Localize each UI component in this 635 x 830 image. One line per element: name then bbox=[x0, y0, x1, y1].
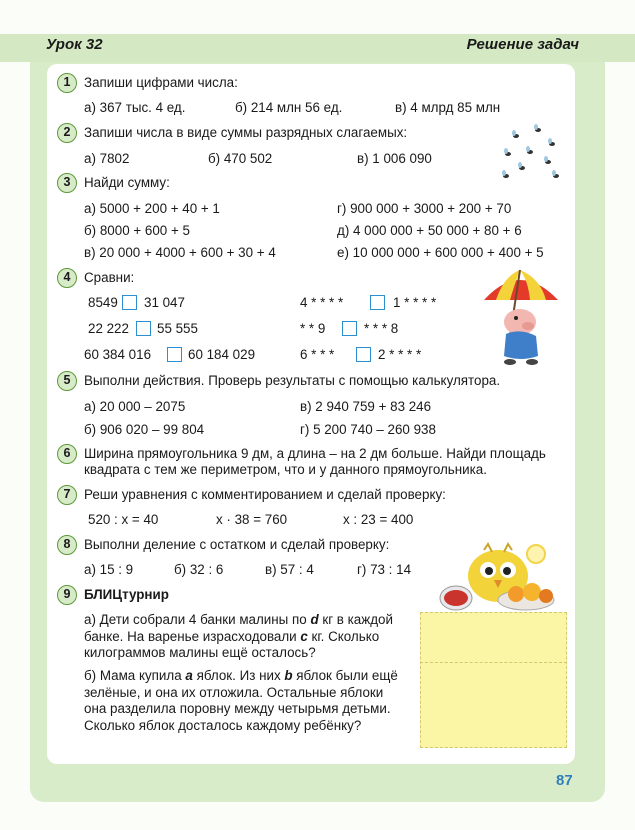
task-1-item: в) 4 млрд 85 млн bbox=[395, 100, 501, 115]
task-5-item: в) 2 940 759 + 83 246 bbox=[300, 399, 432, 414]
task-9-a: а) Дети собрали 4 банки малины по d кг в каждой банке. На варенье израсходовали c кг. Сколько килограммов малины ещё осталось? bbox=[84, 612, 393, 660]
task-number: 4 bbox=[57, 268, 77, 288]
compare-box[interactable] bbox=[167, 347, 182, 362]
task-7-title: Реши уравнения с комментированием и сделай проверку: bbox=[84, 487, 446, 502]
owl-with-fruit-illustration bbox=[436, 542, 566, 612]
task-number: 7 bbox=[57, 485, 77, 505]
compare-left-value: 22 222 bbox=[88, 321, 129, 336]
answer-divider bbox=[420, 662, 567, 663]
compare-left-value: 4 * * * * bbox=[300, 295, 344, 310]
task-2-item: в) 1 006 090 bbox=[357, 151, 432, 166]
task-3-item: е) 10 000 000 + 600 000 + 400 + 5 bbox=[337, 245, 544, 260]
task-number: 8 bbox=[57, 535, 77, 555]
task-2-item: б) 470 502 bbox=[208, 151, 273, 166]
task-3-item: д) 4 000 000 + 50 000 + 80 + 6 bbox=[337, 223, 522, 238]
compare-box[interactable] bbox=[342, 321, 357, 336]
compare-right-value: 1 * * * * bbox=[393, 295, 437, 310]
insects-illustration bbox=[496, 122, 566, 184]
topic-title: Решение задач bbox=[466, 36, 579, 53]
task-5-item: а) 20 000 – 2075 bbox=[84, 399, 186, 414]
equation: x · 38 = 760 bbox=[216, 512, 288, 527]
compare-box[interactable] bbox=[136, 321, 151, 336]
task-4-title: Сравни: bbox=[84, 270, 135, 285]
task-9-title: БЛИЦтурнир bbox=[84, 587, 169, 602]
compare-left-value: 8549 bbox=[88, 295, 118, 310]
task-number: 6 bbox=[57, 444, 77, 464]
lesson-title: Урок 32 bbox=[46, 36, 103, 53]
task-5-item: б) 906 020 – 99 804 bbox=[84, 422, 205, 437]
task-9-b: б) Мама купила a яблок. Из них b яблок были ещё зелёные, и она их отложила. Остальные яблоки она разделила поровну между четырьмя детьми. Сколько яблок досталось каждому ребёнку? bbox=[84, 668, 398, 733]
compare-box[interactable] bbox=[122, 295, 137, 310]
page-number: 87 bbox=[556, 772, 573, 789]
task-3-title: Найди сумму: bbox=[84, 175, 170, 190]
answer-area[interactable] bbox=[420, 612, 567, 748]
task-number: 1 bbox=[57, 73, 77, 93]
task-number: 5 bbox=[57, 371, 77, 391]
compare-right-value: 31 047 bbox=[144, 295, 185, 310]
task-6-line2: квадрата с тем же периметром, что и у данного прямоугольника. bbox=[84, 462, 487, 477]
compare-left-value: 6 * * * bbox=[300, 347, 335, 362]
task-1-item: а) 367 тыс. 4 ед. bbox=[84, 100, 186, 115]
task-3-item: а) 5000 + 200 + 40 + 1 bbox=[84, 201, 220, 216]
pig-with-umbrella-illustration bbox=[480, 266, 562, 368]
task-8-item: а) 15 : 9 bbox=[84, 562, 134, 577]
task-3-item: б) 8000 + 600 + 5 bbox=[84, 223, 190, 238]
compare-left-value: 60 384 016 bbox=[84, 347, 152, 362]
compare-right-value: 55 555 bbox=[157, 321, 198, 336]
compare-right-value: 2 * * * * bbox=[378, 347, 422, 362]
equation: 520 : x = 40 bbox=[88, 512, 159, 527]
task-3-item: в) 20 000 + 4000 + 600 + 30 + 4 bbox=[84, 245, 276, 260]
compare-right-value: 60 184 029 bbox=[188, 347, 256, 362]
compare-right-value: * * * 8 bbox=[364, 321, 399, 336]
task-6-line1: Ширина прямоугольника 9 дм, а длина – на 2 дм больше. Найди площадь bbox=[84, 446, 546, 461]
task-2-item: а) 7802 bbox=[84, 151, 130, 166]
task-5-title: Выполни действия. Проверь результаты с помощью калькулятора. bbox=[84, 373, 501, 388]
task-8-item: г) 73 : 14 bbox=[357, 562, 412, 577]
task-8-item: в) 57 : 4 bbox=[265, 562, 314, 577]
task-number: 3 bbox=[57, 173, 77, 193]
compare-left-value: * * 9 bbox=[300, 321, 326, 336]
task-number: 2 bbox=[57, 123, 77, 143]
task-1-title: Запиши цифрами числа: bbox=[84, 75, 238, 90]
task-number: 9 bbox=[57, 585, 77, 605]
task-5-item: г) 5 200 740 – 260 938 bbox=[300, 422, 436, 437]
equation: x : 23 = 400 bbox=[343, 512, 414, 527]
compare-box[interactable] bbox=[370, 295, 385, 310]
task-1-item: б) 214 млн 56 ед. bbox=[235, 100, 343, 115]
task-2-title: Запиши числа в виде суммы разрядных слагаемых: bbox=[84, 125, 408, 140]
task-8-item: б) 32 : 6 bbox=[174, 562, 224, 577]
task-8-title: Выполни деление с остатком и сделай проверку: bbox=[84, 537, 390, 552]
compare-box[interactable] bbox=[356, 347, 371, 362]
task-3-item: г) 900 000 + 3000 + 200 + 70 bbox=[337, 201, 512, 216]
